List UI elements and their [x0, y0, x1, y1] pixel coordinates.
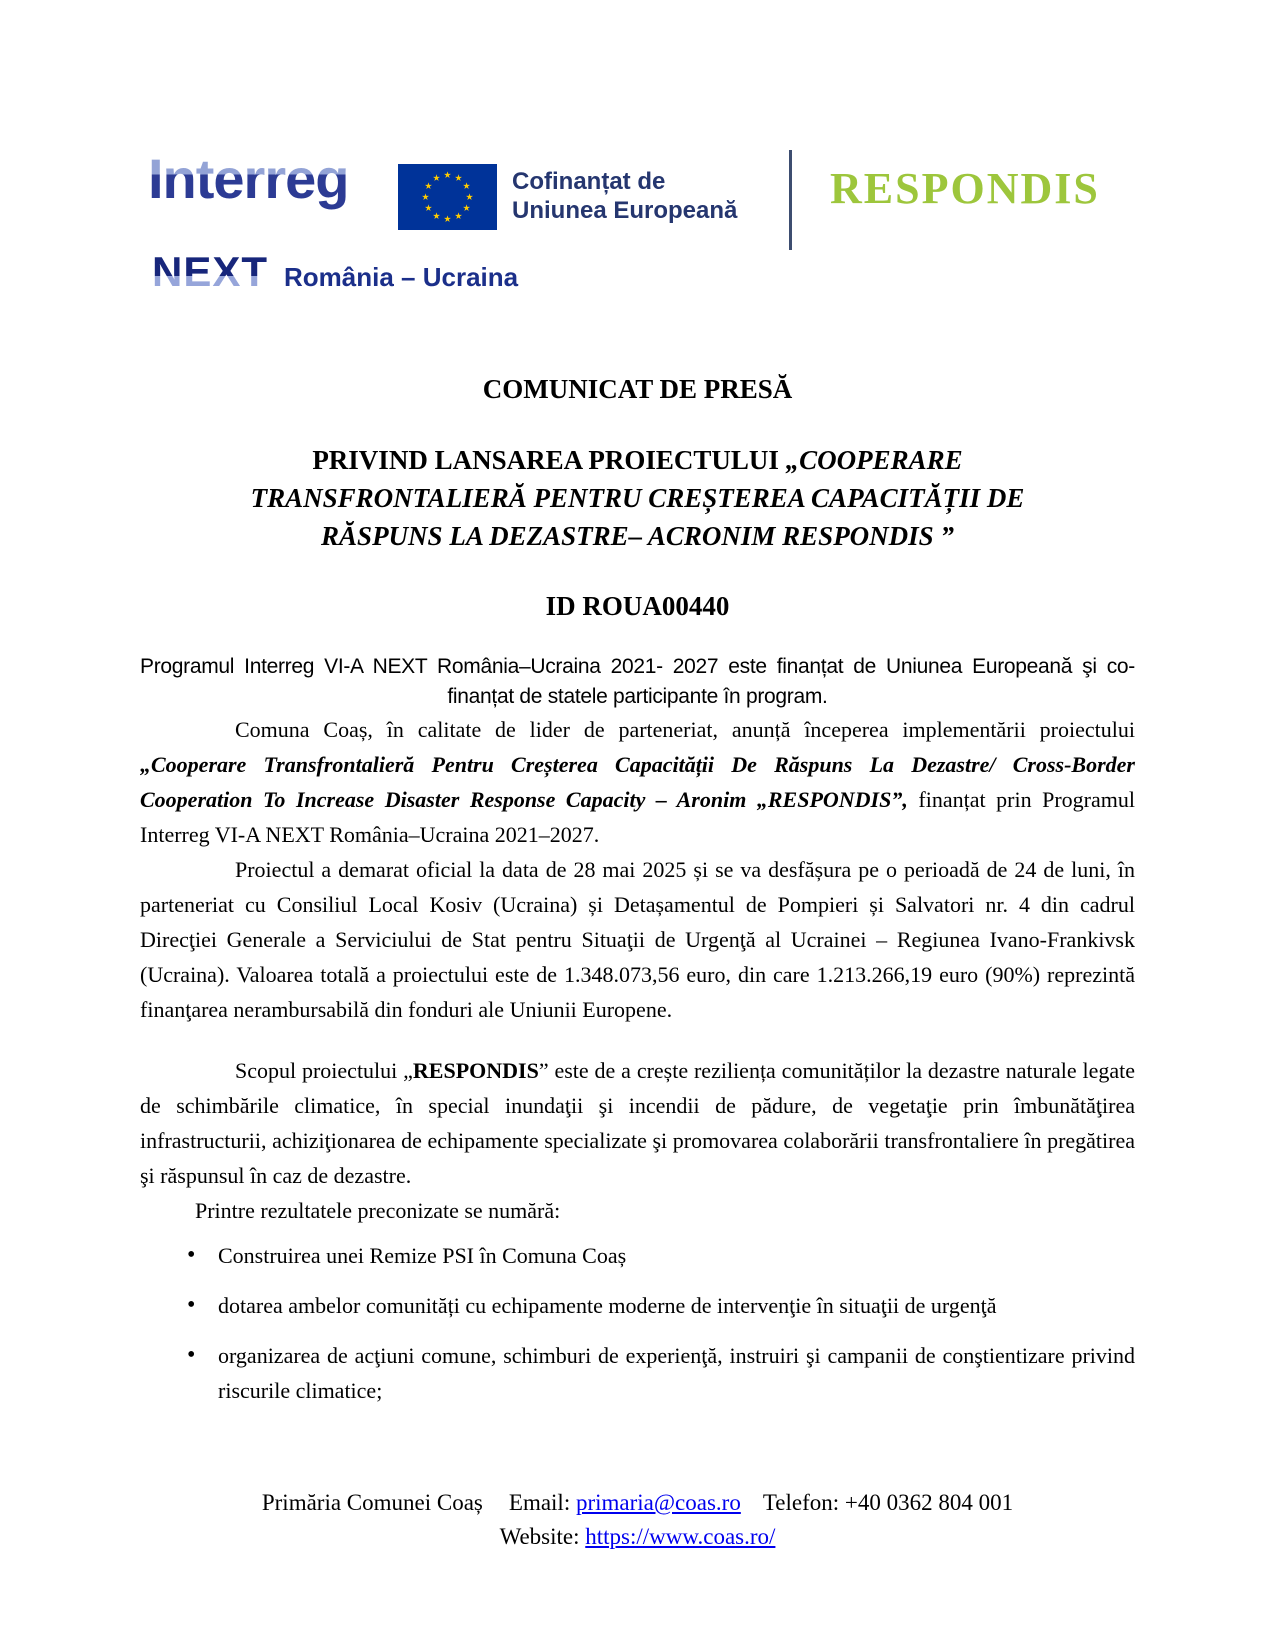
footer-org: Primăria Comunei Coaș	[261, 1490, 483, 1515]
interreg-next-logo: NEXT	[152, 248, 269, 295]
subtitle-project-name: „COOPERARE TRANSFRONTALIERĂ PENTRU CREȘTEREA CAPACITĂȚII DE RĂSPUNS LA DEZASTRE– ACRONIM RESPONDIS ”	[250, 445, 1025, 551]
list-item: • organizarea de acţiuni comune, schimburi de experienţă, instruiri şi campanii de conştientizare privind riscurile climatice;	[185, 1338, 1135, 1408]
paragraph-intro-project-name: „Cooperare Transfrontalieră Pentru Creșterea Capacității De Răspuns La Dezastre/ Cross-Border Cooperation To Increase Disaster Response Capacity – Aronim „RESPONDIS”,	[140, 752, 1135, 812]
eu-cofunded-line2: Uniunea Europeană	[512, 197, 738, 224]
paragraph-intro-start: Comuna Coaș, în calitate de lider de parteneriat, anunță începerea implementării proiectului	[235, 717, 1135, 742]
phone-label: Telefon:	[762, 1490, 840, 1515]
interreg-next-row	[152, 248, 518, 296]
results-lead: Printre rezultatele preconizate se numără:	[195, 1198, 561, 1223]
document-body	[140, 374, 1135, 1554]
website-link[interactable]: https://www.coas.ro/	[585, 1524, 776, 1549]
press-release-title: COMUNICAT DE PRESĂ	[482, 374, 793, 404]
interreg-logo: Interreg	[148, 147, 349, 210]
eu-cofunded-line1: Cofinanțat de	[512, 168, 666, 195]
press-release-subtitle	[208, 441, 1068, 555]
funding-note: Programul Interreg VI-A NEXT România–Ucraina 2021- 2027 este finanțat de Uniunea Europeană şi co-finanțat de statele participante în program.	[140, 655, 1135, 708]
paragraph-scope	[140, 1053, 1135, 1193]
list-item: • dotarea ambelor comunități cu echipamente moderne de intervenţie în situaţii de urgenţă	[185, 1288, 1135, 1323]
email-label: Email:	[508, 1490, 571, 1515]
eu-cofunded-label	[512, 167, 737, 225]
contact-line2	[140, 1520, 1135, 1554]
project-id: ID ROUA00440	[545, 591, 730, 621]
contact-footer	[140, 1486, 1135, 1554]
website-label: Website:	[499, 1524, 580, 1549]
paragraph-scope-acronym: RESPONDIS	[412, 1058, 539, 1083]
results-list	[185, 1238, 1135, 1408]
header-logos	[0, 0, 1275, 312]
list-item: • Construirea unei Remize PSI în Comuna Coaș	[185, 1238, 1135, 1273]
phone-number: +40 0362 804 001	[844, 1490, 1014, 1515]
paragraph-details: Proiectul a demarat oficial la data de 28 mai 2025 și se va desfășura pe o perioadă de 24 de luni, în parteneriat cu Consiliul Local Kosiv (Ucraina) și Detașamentul de Pompieri și Salvatori nr. 4 din cadrul Direcţiei Generale a Serviciului de Stat pentru Situaţii de Urgenţă al Ucrainei – Regiunea Ivano-Frankivsk (Ucraina). Valoarea totală a proiectului este de 1.348.073,56 euro, din care 1.213.266,19 euro (90%) reprezintă finanţarea nerambursabilă din fonduri ale Uniunii Europene.	[140, 857, 1135, 1022]
paragraph-intro	[140, 712, 1135, 852]
paragraph-intro-end: finanțat prin Programul Interreg VI-A NEXT România–Ucraina 2021–2027.	[140, 787, 1135, 847]
email-link[interactable]: primaria@coas.ro	[575, 1490, 741, 1515]
respondis-logo: RESPONDIS	[830, 164, 1100, 213]
subtitle-plain-text: PRIVIND LANSAREA PROIECTULUI	[312, 445, 786, 475]
header-separator-line	[789, 150, 792, 250]
paragraph-scope-end: ” este de a crește reziliența comunităților la dezastre naturale legate de schimbările climatice, în special inundaţii şi incendii de pădure, de vegetaţie prin îmbunătăţirea infrastructurii, achiziţionarea de echipamente specializate şi promovarea colaborării transfrontaliere în pregătirea şi răspunsul în caz de dezastre.	[140, 1058, 1135, 1188]
program-area-label: România – Ucraina	[284, 262, 519, 292]
contact-line1	[140, 1486, 1135, 1520]
eu-flag-icon	[398, 162, 497, 232]
paragraph-scope-start: Scopul proiectului „	[235, 1058, 413, 1083]
